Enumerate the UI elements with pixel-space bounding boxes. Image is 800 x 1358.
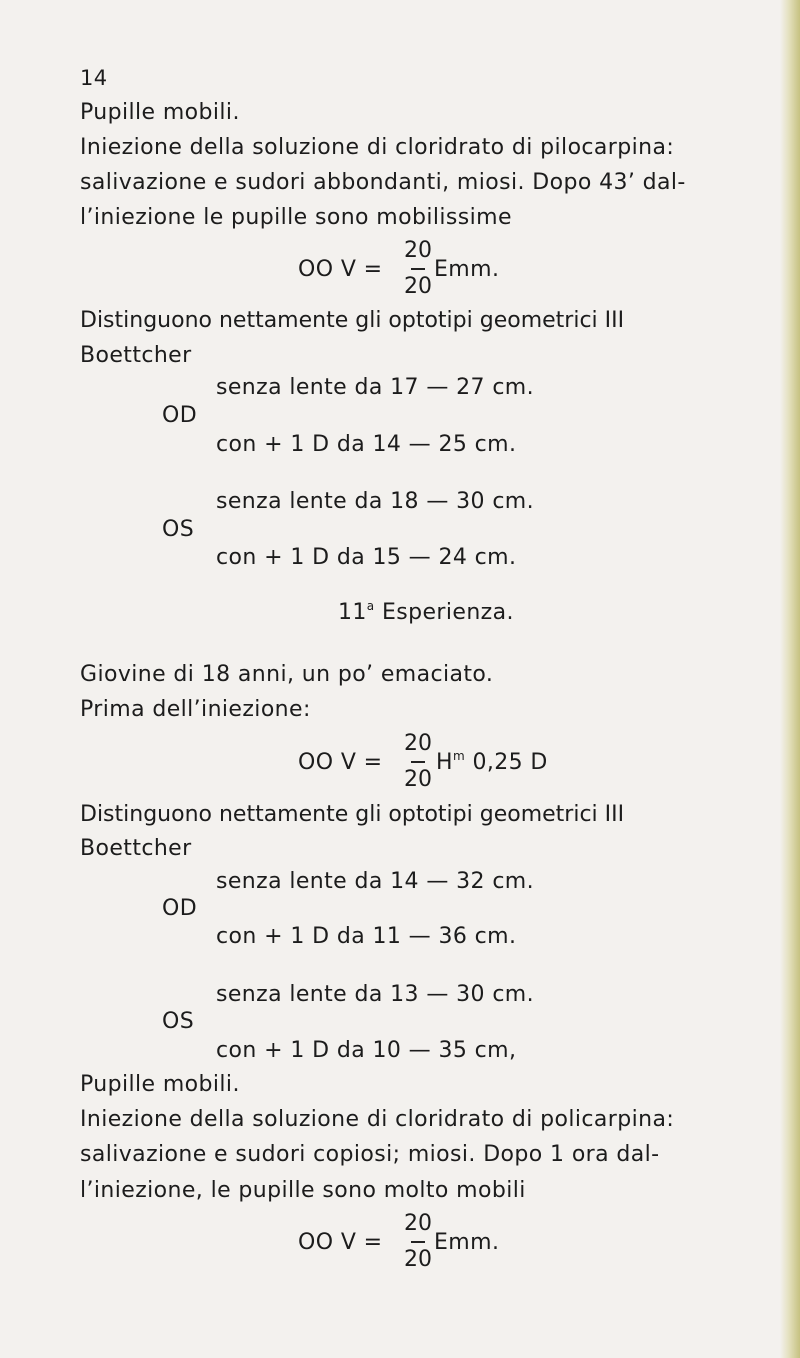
fraction-bar xyxy=(411,268,425,270)
experience-title: Esperienza. xyxy=(381,600,514,625)
fraction-bar xyxy=(411,1241,425,1243)
eye-label-os: OS xyxy=(162,517,195,542)
section-heading: Pupille mobili. xyxy=(80,1072,240,1097)
paragraph-line: Iniezione della soluzione di cloridrato di pilocarpina: xyxy=(80,135,675,160)
fraction-denominator: 20 xyxy=(404,767,432,792)
fraction-denominator: 20 xyxy=(404,274,432,299)
formula-rhs: Emm. xyxy=(434,1230,500,1255)
formula-rhs xyxy=(436,750,548,778)
paragraph-line: salivazione e sudori abbondanti, miosi. Dopo 43’ dal- xyxy=(80,170,686,195)
paragraph-line: Boettcher xyxy=(80,343,192,368)
measurement-with-lens: con + 1 D da 14 — 25 cm. xyxy=(216,432,517,457)
formula-h-superscript: m xyxy=(452,749,466,763)
paragraph-line: salivazione e sudori copiosi; miosi. Dopo 1 ora dal- xyxy=(80,1142,660,1167)
measurement-without-lens: senza lente da 13 — 30 cm. xyxy=(216,982,535,1007)
measurement-without-lens: senza lente da 17 — 27 cm. xyxy=(216,375,535,400)
formula-lhs: OO V = xyxy=(298,257,383,282)
formula-rhs: Emm. xyxy=(434,257,500,282)
eye-label-os: OS xyxy=(162,1009,195,1034)
paragraph-line: Giovine di 18 anni, un po’ emaciato. xyxy=(80,662,494,687)
page-edge xyxy=(780,0,800,1358)
paragraph-line: Prima dell’iniezione: xyxy=(80,697,311,722)
paragraph-line: l’iniezione, le pupille sono molto mobili xyxy=(80,1178,526,1203)
measurement-with-lens: con + 1 D da 15 — 24 cm. xyxy=(216,545,517,570)
page-number: 14 xyxy=(80,66,108,90)
measurement-with-lens: con + 1 D da 11 — 36 cm. xyxy=(216,924,517,949)
eye-label-od: OD xyxy=(162,896,198,921)
experience-superscript: a xyxy=(366,599,375,613)
formula-lhs: OO V = xyxy=(298,750,383,775)
paragraph-line: l’iniezione le pupille sono mobilissime xyxy=(80,205,512,230)
paragraph-line: Boettcher xyxy=(80,836,192,861)
paragraph-line: Distinguono nettamente gli optotipi geometrici III xyxy=(80,802,625,827)
formula-value: 0,25 D xyxy=(472,750,548,775)
section-heading: Pupille mobili. xyxy=(80,100,240,125)
experience-number: 11 xyxy=(338,600,367,625)
formula-fraction xyxy=(403,238,433,304)
experience-heading xyxy=(338,600,514,628)
formula-h: H xyxy=(436,750,453,775)
formula-fraction xyxy=(403,731,433,797)
measurement-without-lens: senza lente da 18 — 30 cm. xyxy=(216,489,535,514)
fraction-denominator: 20 xyxy=(404,1247,432,1272)
fraction-numerator: 20 xyxy=(404,731,432,756)
measurement-without-lens: senza lente da 14 — 32 cm. xyxy=(216,869,535,894)
paragraph-line: Iniezione della soluzione di cloridrato di policarpina: xyxy=(80,1107,675,1132)
formula-lhs: OO V = xyxy=(298,1230,383,1255)
eye-label-od: OD xyxy=(162,403,198,428)
formula-fraction xyxy=(403,1211,433,1277)
fraction-numerator: 20 xyxy=(404,238,432,263)
measurement-with-lens: con + 1 D da 10 — 35 cm, xyxy=(216,1038,517,1063)
fraction-bar xyxy=(411,761,425,763)
paragraph-line: Distinguono nettamente gli optotipi geometrici III xyxy=(80,308,625,333)
fraction-numerator: 20 xyxy=(404,1211,432,1236)
